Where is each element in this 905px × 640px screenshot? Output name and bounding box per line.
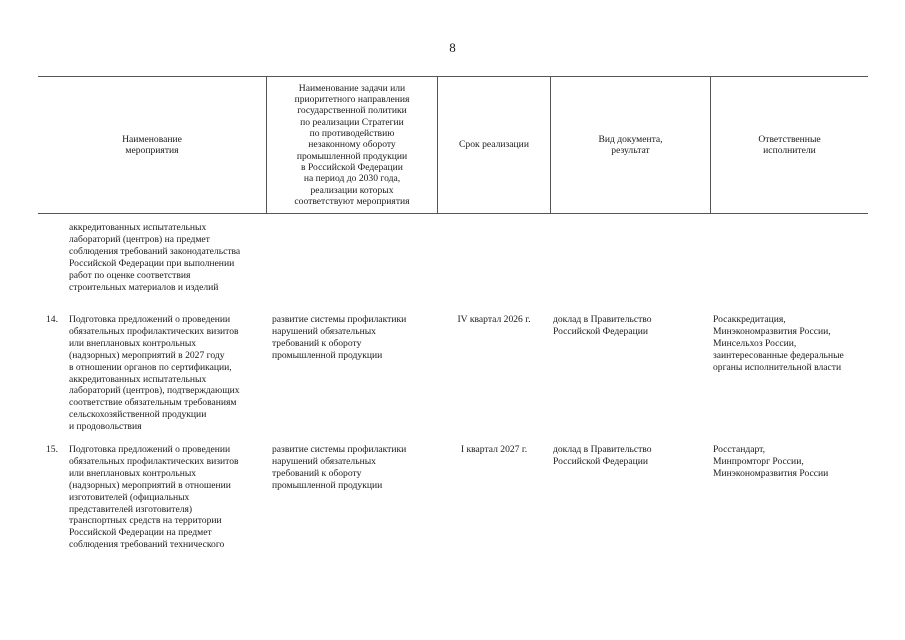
row-number: 15. [46,444,58,455]
row-activity-name: Подготовка предложений о проведении обязательных профилактических визитов или внеплановых контрольных (надзорных) мероприятий в отношении изготовителей (официальных представителей изготовителя) транспортных средств на территории Российской Федерации на предмет соблюдения требований технического [69,444,239,551]
row-task-direction: развитие системы профилактики нарушений обязательных требований к обороту промышленной продукции [272,314,407,361]
header-document-result: Вид документа, результат [598,133,663,156]
row-executors: Росстандарт, Минпромторг России, Минэкономразвития России [713,444,829,479]
header-executors: Ответственные исполнители [758,133,821,156]
row-deadline: IV квартал 2026 г. [457,314,531,325]
row-task-direction: развитие системы профилактики нарушений обязательных требований к обороту промышленной продукции [272,444,407,491]
row-deadline: I квартал 2027 г. [460,444,528,455]
header-task-direction: Наименование задачи или приоритетного направления государственной политики по реализации Стратегии по противодействию незаконному обороту промышленной продукции в Российской Федерации на период до 2030 года, реализации которых соответствуют мероприятия [294,82,410,207]
header-deadline: Срок реализации [459,139,529,151]
row-activity-name: Подготовка предложений о проведении обязательных профилактических визитов или внеплановых контрольных (надзорных) мероприятий в 2027 году в отношении органов по сертификации, аккредитованных испытательных лабораторий (центров), подтверждающих соответствие обязательным требованиям сельскохозяйственной продукции и продовольствия [69,314,240,433]
row-number: 14. [46,314,58,325]
table-header-bottom-border [38,213,868,214]
header-activity-name: Наименование мероприятия [122,133,182,156]
row-executors: Росаккредитация, Минэкономразвития России, Минсельхоз России, заинтересованные федеральные органы исполнительной власти [713,314,844,373]
row-document-result: доклад в Правительство Российской Федерации [553,444,652,467]
continuation-activity-text: аккредитованных испытательных лабораторий (центров) на предмет соблюдения требований законодательства Российской Федерации при выполнении работ по оценке соответствия строительных материалов и изделий [69,222,241,293]
row-document-result: доклад в Правительство Российской Федерации [553,314,652,337]
page-number: 8 [449,40,456,55]
